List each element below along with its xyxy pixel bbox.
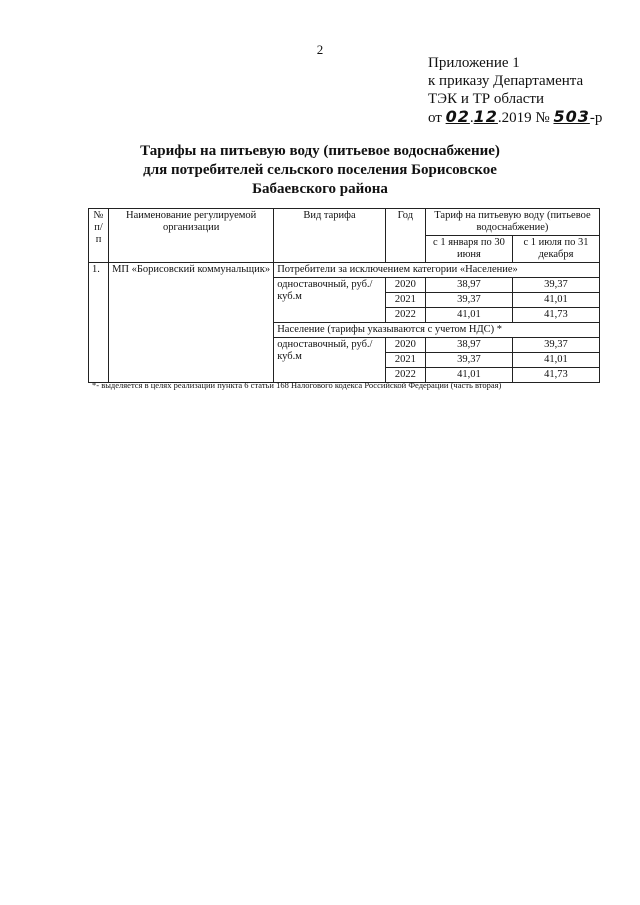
group2-tariff-type: одноставочный, руб./куб.м	[274, 338, 386, 383]
date-prefix: от	[428, 110, 446, 126]
group2-p1-2021: 39,37	[425, 353, 512, 368]
header-period-2: с 1 июля по 31 декабря	[512, 236, 599, 263]
group2-p2-2021: 41,01	[512, 353, 599, 368]
appendix-block	[428, 54, 602, 127]
group1-p2-2021: 41,01	[512, 293, 599, 308]
date-separator: .	[469, 110, 474, 126]
appendix-line-2: к приказу Департамента	[428, 73, 584, 89]
row-number: 1.	[89, 263, 109, 383]
group1-label: Потребители за исключением категории «Население»	[274, 263, 600, 278]
appendix-date-line	[428, 108, 602, 127]
group2-year-2021: 2021	[385, 353, 425, 368]
group2-p1-2022: 41,01	[425, 368, 512, 383]
title-line-2: для потребителей сельского поселения Борисовское	[143, 162, 497, 178]
group1-tariff-type: одноставочный, руб./куб.м	[274, 278, 386, 323]
header-type: Вид тарифа	[274, 209, 386, 263]
appendix-line-1: Приложение 1	[428, 55, 520, 71]
group1-p2-2020: 39,37	[512, 278, 599, 293]
group1-p1-2021: 39,37	[425, 293, 512, 308]
group1-label-row	[89, 263, 600, 278]
header-tariff: Тариф на питьевую воду (питьевое водоснабжение)	[425, 209, 599, 236]
group2-year-2020: 2020	[385, 338, 425, 353]
group1-p2-2022: 41,73	[512, 308, 599, 323]
org-name: МП «Борисовский коммунальщик»	[109, 263, 274, 383]
date-year: .2019 №	[497, 110, 554, 126]
group1-year-2022: 2022	[385, 308, 425, 323]
group1-p1-2022: 41,01	[425, 308, 512, 323]
date-month: 12	[473, 107, 498, 126]
group1-p1-2020: 38,97	[425, 278, 512, 293]
document-title	[0, 142, 640, 199]
group1-year-2021: 2021	[385, 293, 425, 308]
title-line-3: Бабаевского района	[252, 181, 388, 197]
group2-label: Население (тарифы указываются с учетом НДС) *	[274, 323, 600, 338]
header-num: № п/п	[89, 209, 109, 263]
group2-p2-2020: 39,37	[512, 338, 599, 353]
footnote: *- выделяется в целях реализации пункта 6 статьи 168 Налогового кодекса Российской Федерации (часть вторая)	[92, 380, 502, 390]
order-number: 503	[553, 107, 590, 126]
order-suffix: -р	[589, 110, 603, 126]
group2-year-2022: 2022	[385, 368, 425, 383]
header-org: Наименование регулируемой организации	[109, 209, 274, 263]
group2-p2-2022: 41,73	[512, 368, 599, 383]
title-line-1: Тарифы на питьевую воду (питьевое водоснабжение)	[140, 143, 500, 159]
header-period-1: с 1 января по 30 июня	[425, 236, 512, 263]
tariff-table	[88, 208, 600, 383]
date-day: 02	[445, 107, 470, 126]
header-year: Год	[385, 209, 425, 263]
appendix-line-3: ТЭК и ТР области	[428, 91, 544, 107]
group1-year-2020: 2020	[385, 278, 425, 293]
group2-p1-2020: 38,97	[425, 338, 512, 353]
header-row-1	[89, 209, 600, 236]
page-number: 2	[316, 42, 324, 57]
